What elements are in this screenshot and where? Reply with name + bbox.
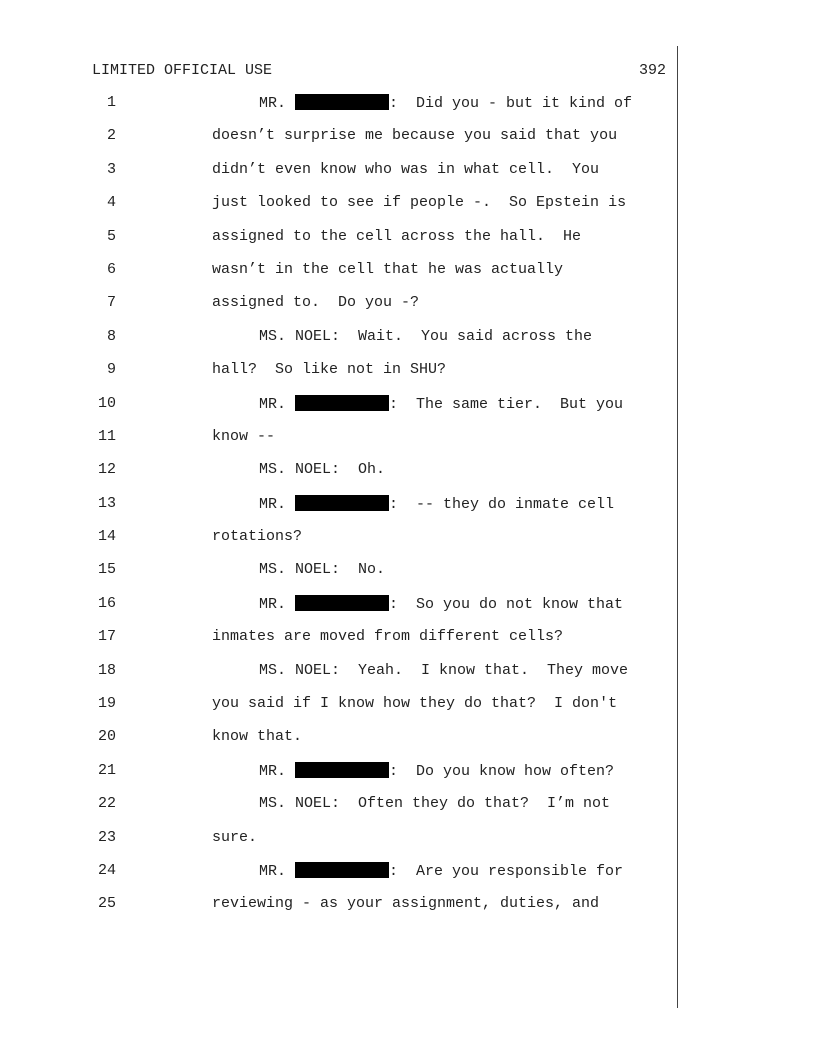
transcript-line bbox=[0, 528, 700, 561]
transcript-line bbox=[0, 395, 700, 428]
line-number: 23 bbox=[97, 828, 116, 846]
line-text bbox=[212, 161, 599, 178]
line-number: 11 bbox=[97, 427, 116, 445]
transcript-line bbox=[0, 294, 700, 327]
line-number: 16 bbox=[97, 594, 116, 612]
line-text bbox=[212, 528, 302, 545]
speaker-label: MR. bbox=[259, 395, 287, 413]
line-number: 22 bbox=[97, 795, 116, 813]
line-body: MS. NOEL: Wait. You said across the bbox=[259, 327, 593, 345]
line-text bbox=[212, 127, 617, 144]
line-body: MS. NOEL: No. bbox=[259, 561, 386, 579]
line-number: 1 bbox=[106, 94, 116, 111]
line-number: 14 bbox=[97, 528, 116, 546]
transcript-line bbox=[0, 261, 700, 294]
transcript-line bbox=[0, 895, 700, 928]
line-text bbox=[212, 194, 626, 211]
line-number: 25 bbox=[97, 895, 116, 913]
redaction-block bbox=[295, 94, 389, 110]
line-number: 13 bbox=[97, 494, 116, 512]
line-text bbox=[259, 595, 623, 613]
transcript-line bbox=[0, 161, 700, 194]
transcript-line bbox=[0, 228, 700, 261]
line-number: 10 bbox=[97, 394, 116, 412]
line-body: assigned to the cell across the hall. He bbox=[212, 227, 582, 245]
redaction-block bbox=[295, 495, 389, 511]
line-number: 18 bbox=[97, 661, 116, 679]
line-body: : Do you know how often? bbox=[389, 762, 615, 780]
line-body: MS. NOEL: Oh. bbox=[259, 461, 386, 479]
transcript-line bbox=[0, 795, 700, 828]
line-text bbox=[259, 561, 385, 578]
line-number: 19 bbox=[97, 695, 116, 713]
line-text bbox=[212, 428, 275, 445]
transcript-line bbox=[0, 862, 700, 895]
line-text bbox=[212, 628, 563, 645]
line-number: 20 bbox=[97, 728, 116, 746]
line-body: know that. bbox=[212, 728, 303, 746]
speaker-label: MR. bbox=[259, 495, 287, 513]
redaction-block bbox=[295, 862, 389, 878]
page-number: 392 bbox=[638, 62, 666, 79]
speaker-label: MR. bbox=[259, 595, 287, 613]
line-body: you said if I know how they do that? I don't bbox=[212, 695, 618, 713]
redaction-block bbox=[295, 595, 389, 611]
line-text bbox=[259, 395, 623, 413]
line-body: doesn’t surprise me because you said that you bbox=[212, 127, 618, 145]
line-body: sure. bbox=[212, 828, 258, 846]
transcript-line bbox=[0, 595, 700, 628]
line-text bbox=[259, 94, 632, 112]
line-body: : -- they do inmate cell bbox=[389, 495, 615, 513]
transcript-line bbox=[0, 428, 700, 461]
line-number: 24 bbox=[97, 861, 116, 879]
line-body: just looked to see if people -. So Epstein is bbox=[212, 194, 627, 212]
line-text bbox=[259, 862, 623, 880]
line-body: rotations? bbox=[212, 528, 303, 546]
line-text bbox=[212, 361, 446, 378]
line-number: 7 bbox=[106, 294, 116, 312]
classification-header: LIMITED OFFICIAL USE bbox=[92, 62, 273, 79]
line-text bbox=[212, 294, 419, 311]
line-text bbox=[259, 795, 610, 812]
line-number: 17 bbox=[97, 628, 116, 646]
transcript-line bbox=[0, 728, 700, 761]
redaction-block bbox=[295, 395, 389, 411]
transcript-line bbox=[0, 762, 700, 795]
speaker-label: MR. bbox=[259, 95, 287, 112]
transcript-line bbox=[0, 328, 700, 361]
transcript-line bbox=[0, 695, 700, 728]
line-text bbox=[212, 695, 617, 712]
line-body: MS. NOEL: Often they do that? I’m not bbox=[259, 795, 611, 813]
line-body: know -- bbox=[212, 427, 276, 445]
line-text bbox=[259, 662, 628, 679]
line-number: 5 bbox=[106, 227, 116, 245]
line-text bbox=[212, 895, 599, 912]
transcript-line bbox=[0, 94, 700, 127]
transcript-line bbox=[0, 628, 700, 661]
line-body: reviewing - as your assignment, duties, and bbox=[212, 895, 600, 913]
line-number: 12 bbox=[97, 461, 116, 479]
line-text bbox=[212, 829, 257, 846]
line-number: 9 bbox=[106, 361, 116, 379]
line-text bbox=[212, 261, 563, 278]
transcript-line bbox=[0, 194, 700, 227]
line-text bbox=[259, 461, 385, 478]
line-number: 8 bbox=[106, 327, 116, 345]
transcript-line bbox=[0, 127, 700, 160]
line-number: 21 bbox=[97, 761, 116, 779]
line-body: wasn’t in the cell that he was actually bbox=[212, 260, 564, 278]
line-text bbox=[259, 762, 614, 780]
line-body: inmates are moved from different cells? bbox=[212, 628, 564, 646]
line-body: MS. NOEL: Yeah. I know that. They move bbox=[259, 661, 629, 679]
line-body: : Did you - but it kind of bbox=[389, 95, 633, 112]
line-body: hall? So like not in SHU? bbox=[212, 361, 447, 379]
line-text bbox=[259, 495, 614, 513]
line-number: 4 bbox=[106, 194, 116, 212]
line-number: 6 bbox=[106, 260, 116, 278]
line-text bbox=[212, 228, 581, 245]
line-body: : Are you responsible for bbox=[389, 862, 624, 880]
transcript-line bbox=[0, 361, 700, 394]
speaker-label: MR. bbox=[259, 862, 287, 880]
line-body: : So you do not know that bbox=[389, 595, 624, 613]
transcript-line bbox=[0, 829, 700, 862]
speaker-label: MR. bbox=[259, 762, 287, 780]
redaction-block bbox=[295, 762, 389, 778]
line-body: assigned to. Do you -? bbox=[212, 294, 420, 312]
line-number: 2 bbox=[106, 127, 116, 145]
line-text bbox=[212, 728, 302, 745]
transcript-lines bbox=[0, 94, 700, 929]
transcript-line bbox=[0, 461, 700, 494]
line-number: 15 bbox=[97, 561, 116, 579]
line-text bbox=[259, 328, 592, 345]
line-body: didn’t even know who was in what cell. You bbox=[212, 160, 600, 178]
line-number: 3 bbox=[106, 160, 116, 178]
transcript-line bbox=[0, 662, 700, 695]
line-body: : The same tier. But you bbox=[389, 395, 624, 413]
transcript-line bbox=[0, 561, 700, 594]
transcript-line bbox=[0, 495, 700, 528]
